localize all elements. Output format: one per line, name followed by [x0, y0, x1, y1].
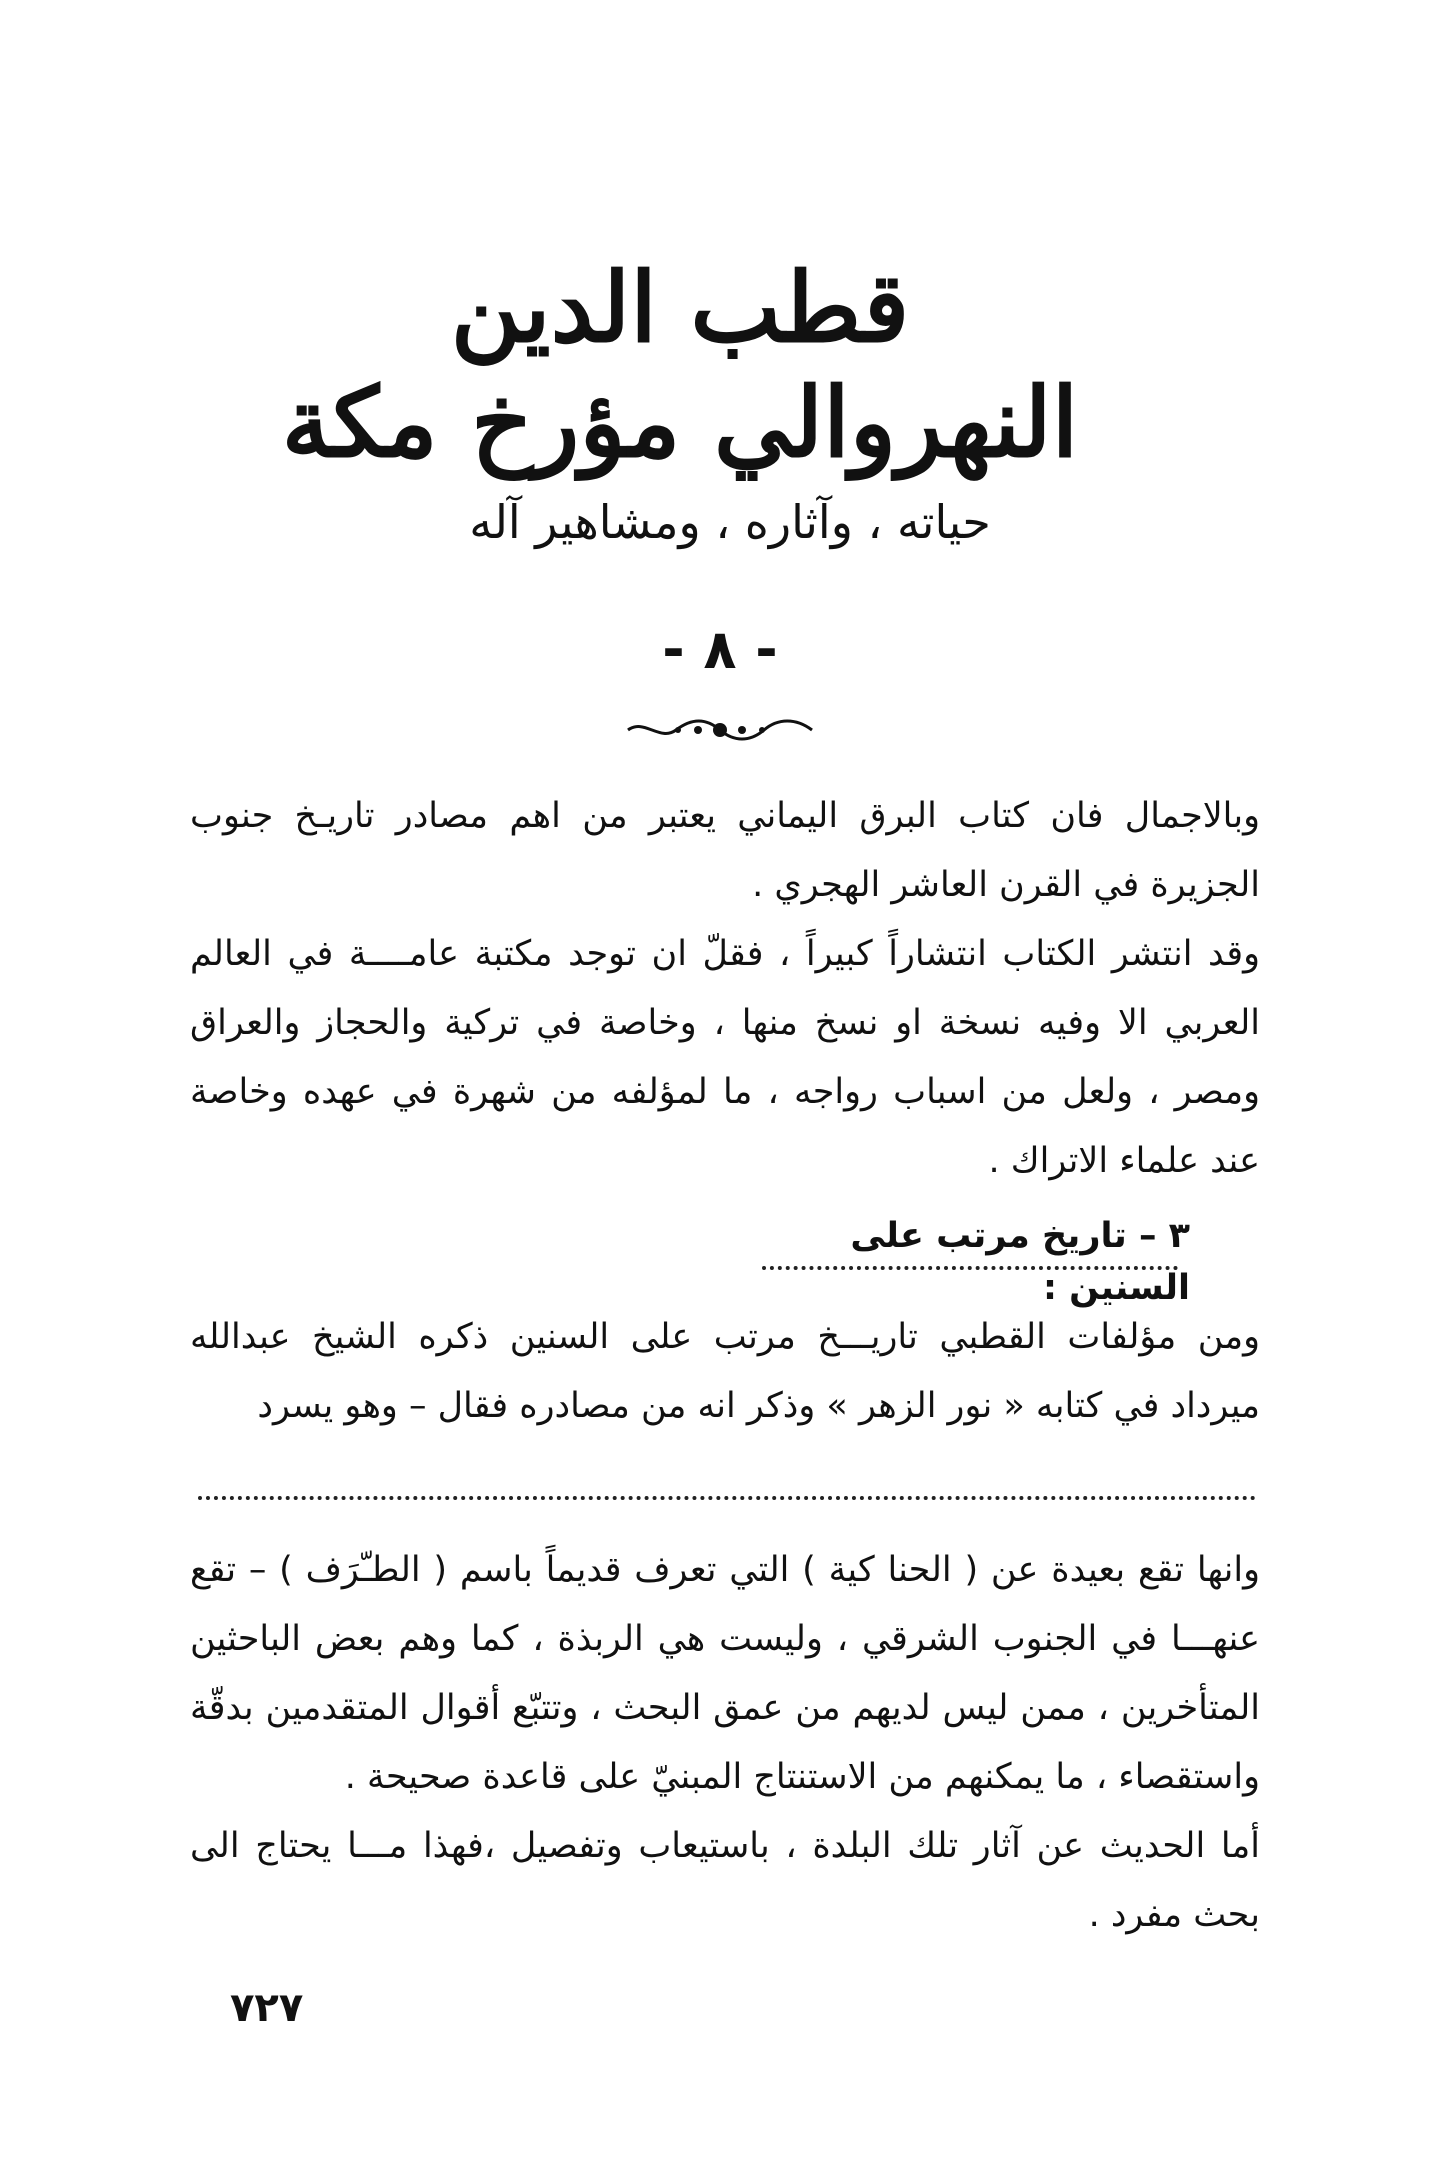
- text-block-middle: [190, 1303, 1260, 1441]
- text-block-bottom: [190, 1536, 1260, 1950]
- page-title: قطب الدين النهروالي مؤرخ مكة: [281, 251, 1079, 480]
- dotted-divider: [198, 1496, 1256, 1500]
- paragraph: وقد انتشر الكتاب انتشاراً كبيراً ، فقلّ ان توجد مكتبة عامــــة في العالم العربي الا وفيه نسخة او نسخ منها ، وخاصة في تركية والحجاز والعراق ومصر ، ولعل من اسباب رواجه ، ما لمؤلفه من شهرة في عهده وخاصة عند علماء الاتراك .: [190, 934, 1260, 1181]
- text-block-top: [190, 782, 1260, 1196]
- page-number: ٧٢٧: [230, 1985, 304, 2031]
- paragraph: أما الحديث عن آثار تلك البلدة ، باستيعاب وتفصيل ،فهذا مـــا يحتاج الى بحث مفرد .: [190, 1826, 1260, 1935]
- section-heading-underline: [762, 1266, 1178, 1270]
- paragraph: ومن مؤلفات القطبي تاريـــخ مرتب على السنين ذكره الشيخ عبدالله ميرداد في كتابه « نور الزهر » وذكر انه من مصادره فقال – وهو يسرد: [190, 1317, 1260, 1426]
- paragraph: وبالاجمال فان كتاب البرق اليماني يعتبر من اهم مصادر تاريـخ جنوب الجزيرة في القرن العاشر الهجري .: [190, 796, 1260, 905]
- part-number: - ٨ -: [662, 618, 778, 681]
- page-subtitle: حياته ، وآثاره ، ومشاهير آله: [469, 495, 991, 549]
- decorative-flourish-icon: [620, 712, 820, 748]
- section-heading: ٣ – تاريخ مرتب على السنين :: [850, 1216, 1190, 1308]
- paragraph: وانها تقع بعيدة عن ( الحنا كية ) التي تعرف قديماً باسم ( الطـّرَف ) – تقع عنهـــا في الجنوب الشرقي ، وليست هي الربذة ، كما وهم بعض الباحثين المتأخرين ، ممن ليس لديهم من عمق البحث ، وتتبّع أقوال المتقدمين بدقّة واستقصاء ، ما يمكنهم من الاستنتاج المبنيّ على قاعدة صحيحة .: [190, 1550, 1260, 1797]
